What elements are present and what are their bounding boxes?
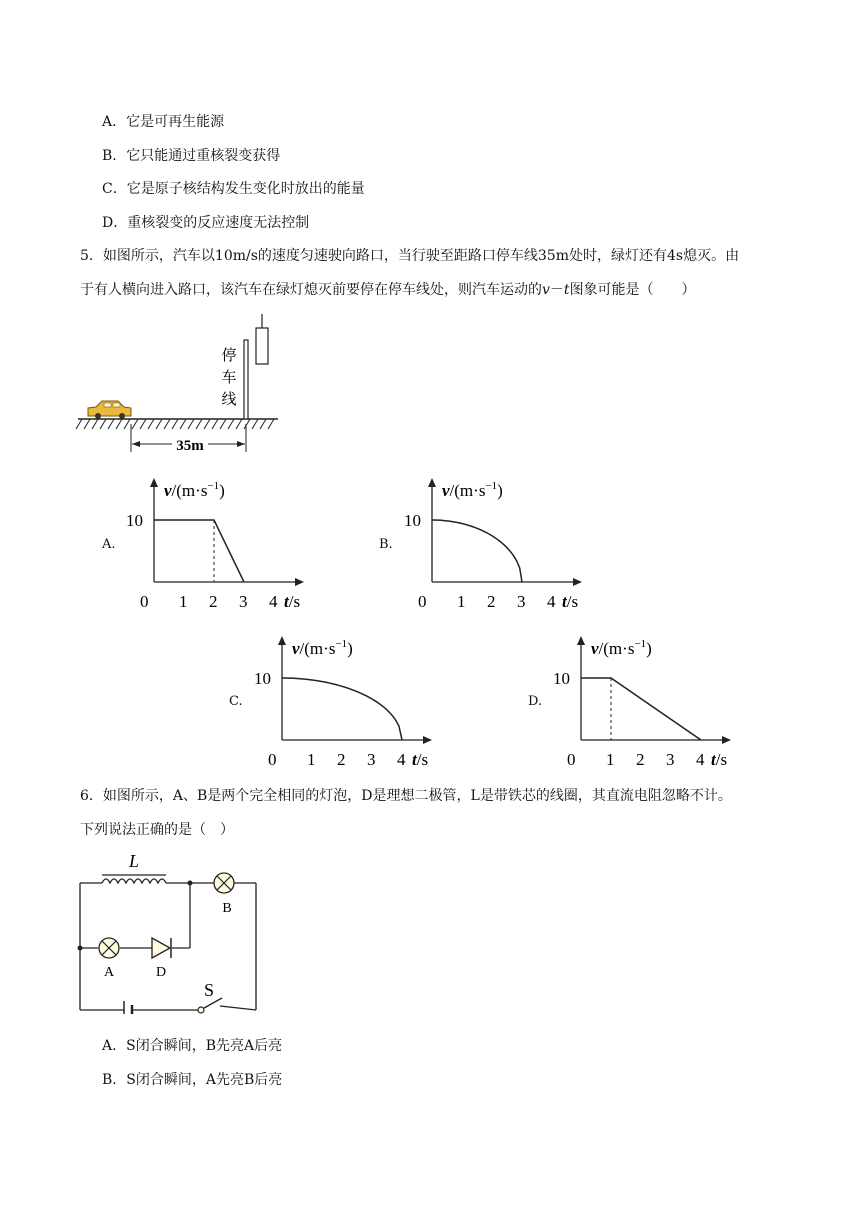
vt-series-line — [581, 678, 701, 740]
vt-graph-c — [246, 630, 446, 775]
inductor-label: L — [128, 851, 140, 871]
x-tick-label: 3 — [517, 592, 526, 611]
vt-series-curve — [282, 678, 402, 740]
q5-stem-post: 图象可能是（ ） — [569, 282, 696, 298]
graph-b-label: B. — [379, 537, 393, 552]
graph-c-label: C. — [229, 694, 243, 709]
lamp-b-label: B — [222, 901, 232, 916]
x-tick-label: 4 — [547, 592, 556, 611]
x-axis-label: t/s — [562, 592, 579, 611]
y-tick-label: 10 — [126, 511, 143, 530]
x-axis-arrow — [573, 578, 582, 586]
x-axis-arrow — [722, 736, 731, 744]
vt-graph-b — [396, 472, 596, 617]
x-tick-label: 3 — [666, 750, 675, 769]
x-tick-label: 1 — [457, 592, 466, 611]
lamp-b-icon — [214, 873, 234, 893]
stop-line-label-2: 车 — [221, 370, 237, 386]
y-tick-label: 10 — [254, 669, 271, 688]
y-axis-label: $v/(m\cdot s^{-1})$ — [442, 480, 503, 500]
y-tick-label: 10 — [404, 511, 421, 530]
car-icon — [88, 401, 131, 419]
x-tick-label: 0 — [418, 592, 427, 611]
q6-stem-line1: 6．如图所示，A、B是两个完全相同的灯泡，D是理想二极管，L是带铁芯的线圈，其直流电阻忽略不计。 — [80, 788, 732, 804]
x-tick-label: 1 — [307, 750, 316, 769]
x-tick-label: 1 — [179, 592, 188, 611]
y-axis-arrow — [428, 478, 436, 487]
switch-label: S — [203, 980, 215, 1000]
x-tick-label: 4 — [696, 750, 705, 769]
q6-stem-line2: 下列说法正确的是（ ） — [80, 822, 234, 838]
x-tick-label: 0 — [268, 750, 277, 769]
q4-option-c: C．它是原子核结构发生变化时放出的能量 — [102, 181, 365, 197]
y-axis-arrow — [577, 636, 585, 645]
vt-series-curve — [432, 520, 522, 582]
vt-graph-d — [545, 630, 745, 775]
x-tick-label: 3 — [239, 592, 248, 611]
graph-a-label: A. — [102, 537, 116, 552]
q5-stem-t: t — [563, 282, 570, 298]
x-tick-label: 2 — [636, 750, 645, 769]
graph-d-label: D. — [528, 694, 543, 709]
lamp-a-label: A — [103, 965, 115, 980]
y-axis-arrow — [150, 478, 158, 487]
stop-line-post — [244, 340, 248, 419]
x-tick-label: 2 — [209, 592, 218, 611]
x-tick-label: 1 — [606, 750, 615, 769]
switch-icon — [198, 998, 222, 1013]
x-axis-arrow — [295, 578, 304, 586]
y-axis-arrow — [278, 636, 286, 645]
distance-label: 35m — [176, 438, 204, 454]
q4-option-b: B．它只能通过重核裂变获得 — [102, 148, 281, 164]
q6-option-a: A．S闭合瞬间，B先亮A后亮 — [102, 1038, 283, 1054]
x-axis-label: t/s — [284, 592, 301, 611]
battery-icon — [124, 1001, 132, 1014]
inductor-icon — [102, 875, 166, 883]
y-axis-label: $v/(m\cdot s^{-1})$ — [591, 638, 652, 658]
vt-graph-a — [118, 472, 318, 617]
q4-option-a: A．它是可再生能源 — [102, 114, 225, 130]
y-axis-label: $v/(m\cdot s^{-1})$ — [292, 638, 353, 658]
x-axis-arrow — [423, 736, 432, 744]
vt-series-line — [154, 520, 244, 582]
q5-stem-line1: 5．如图所示，汽车以10m/s的速度匀速驶向路口，当行驶至距路口停车线35m处时，绿灯还有4s熄灭。由 — [80, 248, 740, 264]
x-tick-label: 2 — [337, 750, 346, 769]
x-tick-label: 4 — [269, 592, 278, 611]
stop-line-label-3: 线 — [221, 392, 237, 408]
x-tick-label: 2 — [487, 592, 496, 611]
q6-circuit-figure — [74, 848, 264, 1014]
q5-stem-v: v — [542, 282, 550, 298]
q4-option-d: D．重核裂变的反应速度无法控制 — [102, 215, 310, 231]
diode-label: D — [155, 965, 167, 980]
x-tick-label: 0 — [140, 592, 149, 611]
traffic-light-icon — [256, 328, 268, 364]
y-tick-label: 10 — [553, 669, 570, 688]
q5-stem-pre: 于有人横向进入路口，该汽车在绿灯熄灭前要停在停车线处，则汽车运动的 — [80, 282, 542, 298]
q6-option-b: B．S闭合瞬间，A先亮B后亮 — [102, 1072, 283, 1088]
q5-scene-figure — [74, 312, 294, 457]
x-tick-label: 3 — [367, 750, 376, 769]
lamp-a-icon — [99, 938, 119, 958]
x-axis-label: t/s — [711, 750, 728, 769]
q5-stem-line2 — [80, 280, 696, 300]
x-tick-label: 0 — [567, 750, 576, 769]
x-tick-label: 4 — [397, 750, 406, 769]
x-axis-label: t/s — [412, 750, 429, 769]
ground-hatch — [76, 419, 274, 429]
diode-icon — [152, 938, 171, 958]
q5-stem-dash: － — [549, 282, 564, 298]
y-axis-label: $v/(m\cdot s^{-1})$ — [164, 480, 225, 500]
stop-line-label-1: 停 — [221, 348, 237, 364]
